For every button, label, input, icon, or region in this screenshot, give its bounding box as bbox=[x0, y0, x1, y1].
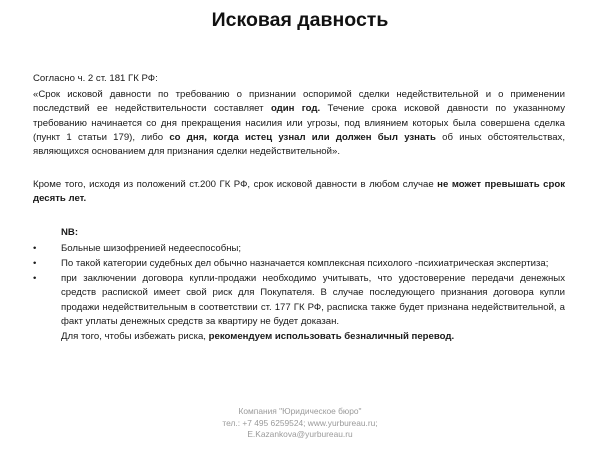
quote-bold-2: со дня, когда истец узнал или должен был узнать bbox=[169, 131, 436, 143]
quote-bold-1: один год. bbox=[270, 103, 321, 115]
bullet-marker: • bbox=[33, 273, 37, 285]
nb-heading: NB: bbox=[61, 226, 79, 238]
footer-email: E.Kazankova@yurbureau.ru bbox=[247, 429, 353, 439]
list-item bbox=[33, 272, 565, 329]
page-title: Исковая давность bbox=[211, 9, 389, 31]
intro-text: Согласно ч. 2 ст. 181 ГК РФ: bbox=[33, 73, 158, 84]
quote-paragraph bbox=[33, 88, 565, 159]
limitation-text: Кроме того, исходя из положений ст.200 ГК РФ, срок исковой давности в любом случае bbox=[33, 179, 438, 191]
bullet-marker: • bbox=[33, 258, 37, 270]
list-item-text: Больные шизофренией недееспособны; bbox=[61, 242, 242, 254]
list-item-text: при заключении договора купли-продажи необходимо учитывать, что удостоверение передачи денежных средств распиской имеет свой риск для Покупателя. В случае последующего признания договора купли продажи недействительным в соответствии ст. 177 ГК РФ, расписка также будет признана недействительной, а факт уплаты денежных средств за квартиру не будет доказан. bbox=[61, 273, 565, 327]
limitation-paragraph bbox=[33, 178, 565, 206]
closing-bold: рекомендуем использовать безналичный перевод. bbox=[208, 331, 455, 343]
quote-text-2: Течение срока исковой давности по указанному требованию начинается со дня прекращения насилия или угрозы, под влиянием которых была совершена сделка (пункт 1 статьи 179), либо bbox=[33, 103, 565, 143]
list-item-text: По такой категории судебных дел обычно назначается комплексная психолого -психиатрическая экспертиза; bbox=[61, 258, 549, 270]
closing-text: Для того, чтобы избежать риска, bbox=[61, 331, 209, 343]
closing-paragraph bbox=[33, 330, 565, 344]
footer-company: Компания "Юридическое бюро" bbox=[238, 406, 362, 416]
quote-text-3: об иных обстоятельствах, являющихся основанием для признания сделки недействительной». bbox=[33, 131, 566, 158]
document-body bbox=[33, 72, 565, 344]
footer-contacts: тел.: +7 495 6259524; www.yurbureau.ru; bbox=[222, 417, 378, 428]
limitation-bold: не может превышать срок десять лет. bbox=[33, 179, 565, 205]
quote-text-1: «Срок исковой давности по требованию о признании оспоримой сделки недействительной и о применении последствий ее недействительности составляет bbox=[33, 89, 565, 115]
list-item bbox=[33, 242, 565, 256]
notes-list bbox=[33, 242, 565, 329]
bullet-marker: • bbox=[33, 242, 37, 254]
company-footer bbox=[0, 406, 600, 441]
list-item bbox=[33, 257, 565, 271]
